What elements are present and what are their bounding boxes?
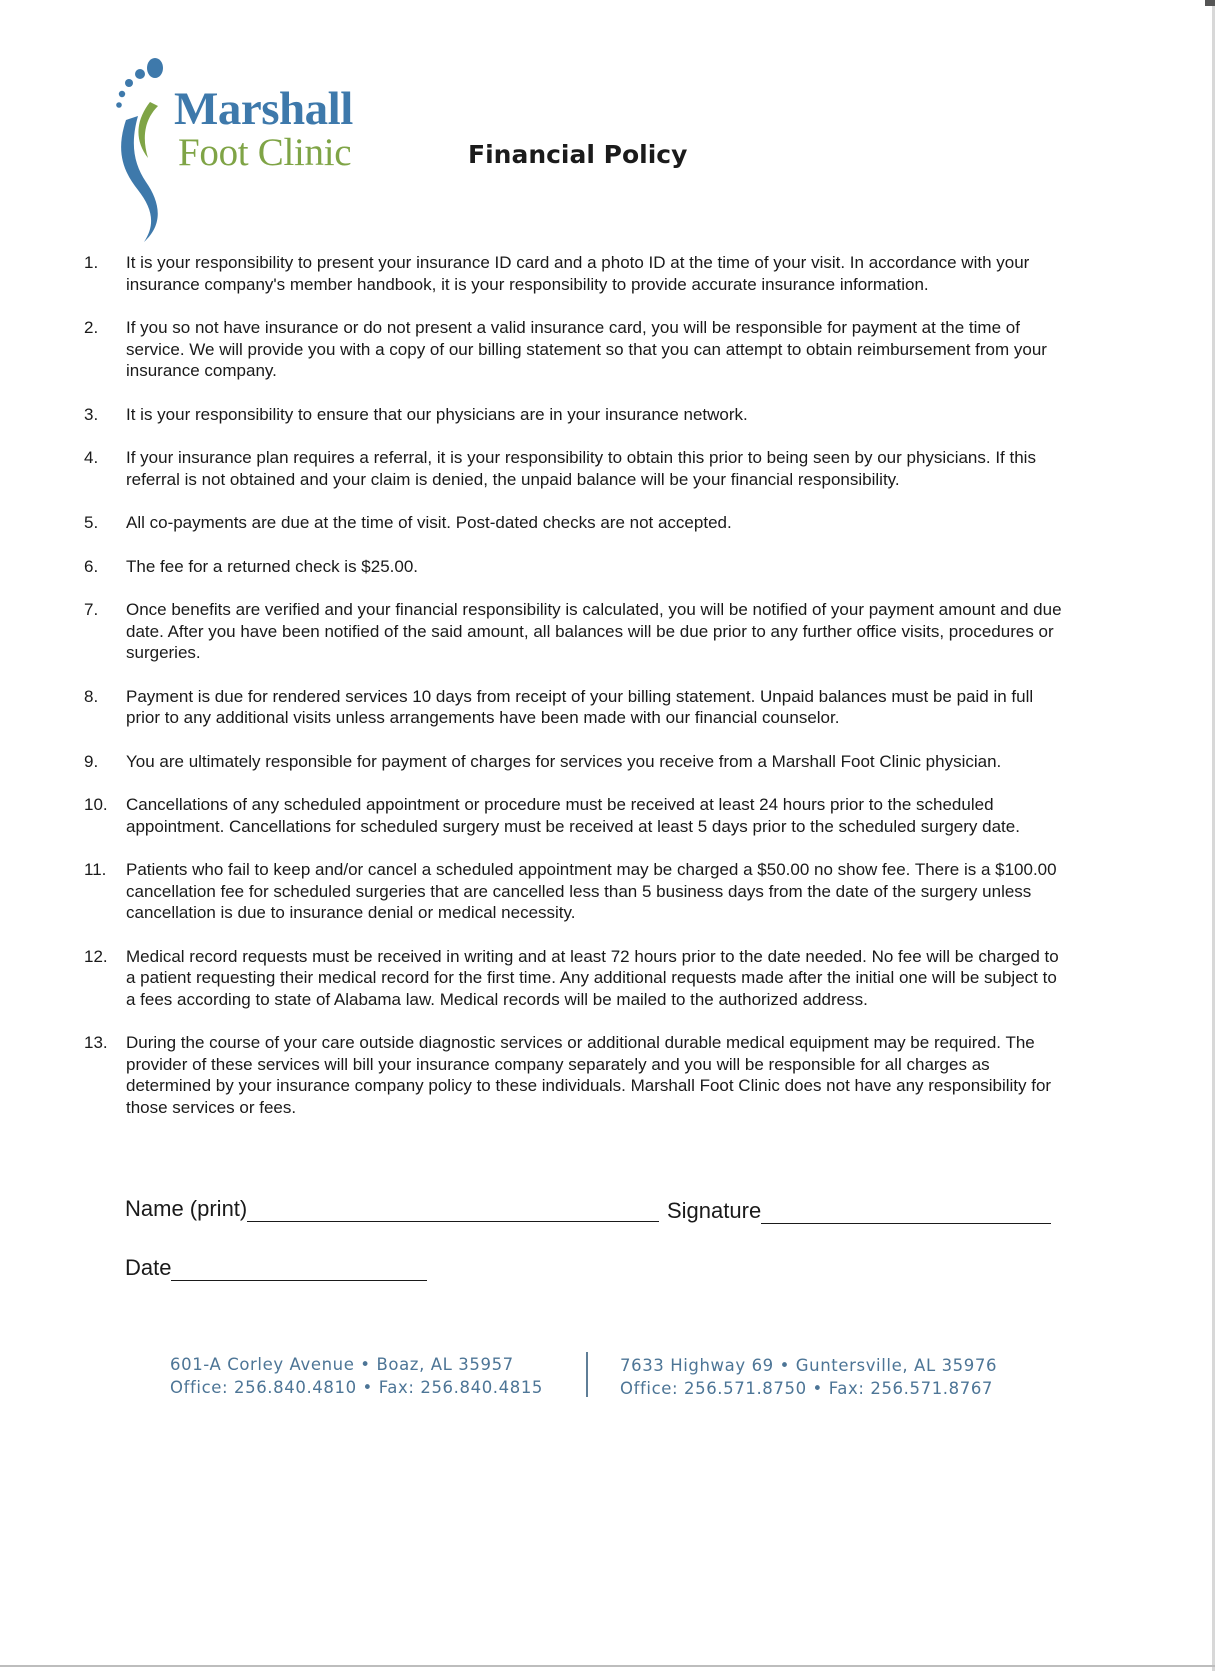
scan-corner-mark: [1205, 0, 1215, 6]
item-text: It is your responsibility to present your insurance ID card and a photo ID at the time of your visit. In accordance with your insurance company's member handbook, it is your responsibility to provide accurate insurance information.: [126, 253, 1030, 294]
logo-line1: Marshall: [174, 83, 353, 135]
list-item: [84, 252, 1064, 295]
list-item: [84, 794, 1064, 837]
item-text: The fee for a returned check is $25.00.: [126, 556, 419, 576]
item-text: If you so not have insurance or do not present a valid insurance card, you will be responsible for payment at the time of service. We will provide you with a copy of our billing statement so that you can attempt to obtain reimbursement from your insurance company.: [126, 318, 1047, 380]
footprint-logo-icon: [112, 54, 182, 244]
list-item: [84, 751, 1064, 773]
item-number: 8.: [84, 686, 99, 706]
date-field-row: [125, 1255, 427, 1281]
clinic-logo: [112, 54, 382, 244]
list-item: [84, 404, 1064, 426]
item-text: Payment is due for rendered services 10 days from receipt of your billing statement. Unpaid balances must be paid in full prior to any additional visits unless arrangements have been made with our financial counselor.: [126, 686, 1034, 727]
list-item: [84, 946, 1064, 1011]
item-number: 3.: [84, 404, 99, 424]
logo-line2: Foot Clinic: [178, 131, 352, 174]
footer-divider: [586, 1352, 588, 1397]
item-number: 6.: [84, 556, 99, 576]
item-text: All co-payments are due at the time of visit. Post-dated checks are not accepted.: [126, 513, 732, 532]
item-number: 9.: [84, 751, 99, 771]
guntersville-address: 7633 Highway 69 • Guntersville, AL 35976: [620, 1356, 998, 1375]
guntersville-office-info: [620, 1354, 997, 1400]
item-number: 7.: [84, 600, 99, 619]
item-text: Medical record requests must be received in writing and at least 72 hours prior to the date needed. No fee will be charged to a patient requesting their medical record for the first time. Any additional requests made after the initial one will be subject to a fees according to state of Alabama law. Medical records will be mailed to the authorized address.: [126, 946, 1059, 1009]
item-number: 10.: [84, 795, 108, 814]
signature-field-row: [667, 1198, 1051, 1224]
list-item: [84, 447, 1064, 490]
item-number: 11.: [84, 860, 107, 879]
scan-bottom-edge: [0, 1665, 1215, 1667]
item-number: 2.: [84, 318, 99, 337]
date-input-line[interactable]: [171, 1258, 427, 1281]
list-item: [84, 512, 1064, 534]
item-text: You are ultimately responsible for payment of charges for services you receive from a Marshall Foot Clinic physician.: [126, 751, 1002, 771]
item-text: Patients who fail to keep and/or cancel a scheduled appointment may be charged a $50.00 no show fee. There is a $100.00 cancellation fee for scheduled surgeries that are cancelled less than 5 business days from the date of the surgery unless cancellation is due to insurance denial or medical necessity.: [126, 860, 1057, 922]
item-text: If your insurance plan requires a referral, it is your responsibility to obtain this prior to being seen by our physicians. If this referral is not obtained and your claim is denied, the unpaid balance will be your financial responsibility.: [126, 448, 1036, 489]
name-field-row: [125, 1196, 659, 1222]
guntersville-phones: Office: 256.571.8750 • Fax: 256.571.8767: [620, 1379, 994, 1398]
policy-list: [84, 252, 1064, 1140]
signature-input-line[interactable]: [761, 1201, 1051, 1224]
item-number: 1.: [84, 253, 99, 272]
boaz-address: 601-A Corley Avenue • Boaz, AL 35957: [170, 1355, 514, 1374]
item-text: It is your responsibility to ensure that our physicians are in your insurance network.: [126, 404, 748, 424]
boaz-phones: Office: 256.840.4810 • Fax: 256.840.4815: [170, 1378, 544, 1397]
item-text: During the course of your care outside diagnostic services or additional durable medical equipment may be required. The provider of these services will bill your insurance company separately and you will be responsible for all charges as determined by your insurance company policy to these individuals. Marshall Foot Clinic does not have any responsibility for those services or fees.: [126, 1033, 1052, 1117]
list-item: [84, 556, 1064, 578]
item-number: 12.: [84, 946, 108, 966]
boaz-office-info: [170, 1353, 543, 1399]
page-title: Financial Policy: [468, 140, 688, 169]
signature-label: Signature: [667, 1198, 762, 1223]
date-label: Date: [125, 1255, 172, 1280]
item-text: Once benefits are verified and your financial responsibility is calculated, you will be notified of your payment amount and due date. After you have been notified of the said amount, all balances will be due prior to any further office visits, procedures or surgeries.: [126, 600, 1062, 662]
name-input-line[interactable]: [247, 1199, 659, 1222]
name-label: Name (print): [125, 1196, 248, 1221]
list-item: [84, 859, 1064, 924]
item-text: Cancellations of any scheduled appointment or procedure must be received at least 24 hours prior to the scheduled appointment. Cancellations for scheduled surgery must be received at least 5 days prior to the scheduled surgery date.: [126, 795, 1020, 836]
item-number: 13.: [84, 1033, 108, 1052]
list-item: [84, 1032, 1064, 1118]
item-number: 4.: [84, 448, 99, 467]
list-item: [84, 317, 1064, 382]
list-item: [84, 599, 1064, 664]
item-number: 5.: [84, 513, 99, 532]
list-item: [84, 686, 1064, 729]
